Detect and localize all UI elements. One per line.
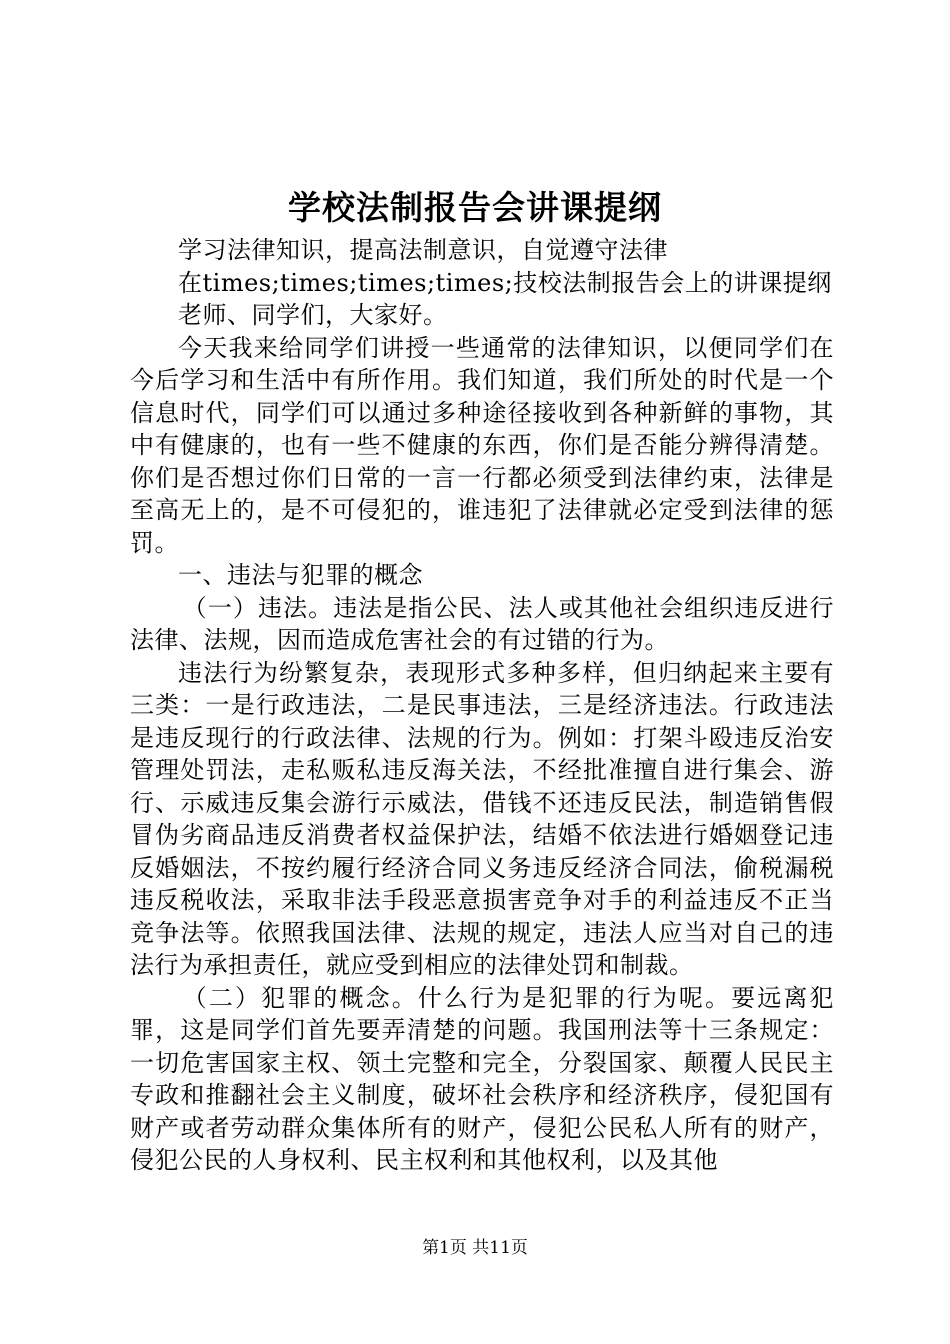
page-footer: 第1页 共11页 <box>422 1238 528 1258</box>
crime-definition-paragraph: （二）犯罪的概念。什么行为是犯罪的行为呢。要远离犯罪，这是同学们首先要弄清楚的问题。我国刑法等十三条规定：一切危害国家主权、领土完整和完全，分裂国家、颠覆人民民主专政和推翻社会主义制度，破坏社会秩序和经济秩序，侵犯国有财产或者劳动群众集体所有的财产，侵犯公民私人所有的财产，侵犯公民的人身权利、民主权利和其他权利，以及其他 <box>130 983 834 1174</box>
subtitle-paragraph: 学习法律知识，提高法制意识，自觉遵守法律 <box>178 236 668 264</box>
illegal-types-paragraph: 违法行为纷繁复杂，表现形式多种多样，但归纳起来主要有三类：一是行政违法，二是民事违法，三是经济违法。行政违法是违反现行的行政法律、法规的行为。例如：打架斗殴违反治安管理处罚法，走私贩私违反海关法，不经批准擅自进行集会、游行、示威违反集会游行示威法，借钱不还违反民法，制造销售假冒伪劣商品违反消费者权益保护法，结婚不依法进行婚姻登记违反婚姻法，不按约履行经济合同义务违反经济合同法，偷税漏税违反税收法，采取非法手段恶意损害竞争对手的利益违反不正当竞争法等。依照我国法律、法规的规定，违法人应当对自己的违法行为承担责任，就应受到相应的法律处罚和制裁。 <box>130 658 834 979</box>
greeting-paragraph: 老师、同学们，大家好。 <box>178 301 448 329</box>
illegal-definition-paragraph: （一）违法。违法是指公民、法人或其他社会组织违反进行法律、法规，因而造成危害社会的有过错的行为。 <box>130 593 834 654</box>
document-title: 学校法制报告会讲课提纲 <box>288 188 662 227</box>
intro-paragraph: 今天我来给同学们讲授一些通常的法律知识，以便同学们在今后学习和生活中有所作用。我们知道，我们所处的时代是一个信息时代，同学们可以通过多种途径接收到各种新鲜的事物，其中有健康的，也有一些不健康的东西，你们是否能分辨得清楚。你们是否想过你们日常的一言一行都必须受到法律约束，法律是至高无上的，是不可侵犯的，谁违犯了法律就必定受到法律的惩罚。 <box>130 333 834 557</box>
occasion-paragraph: 在times;times;times;times;技校法制报告会上的讲课提纲 <box>178 268 832 297</box>
section-heading: 一、违法与犯罪的概念 <box>178 561 423 589</box>
document-body <box>130 234 834 1177</box>
